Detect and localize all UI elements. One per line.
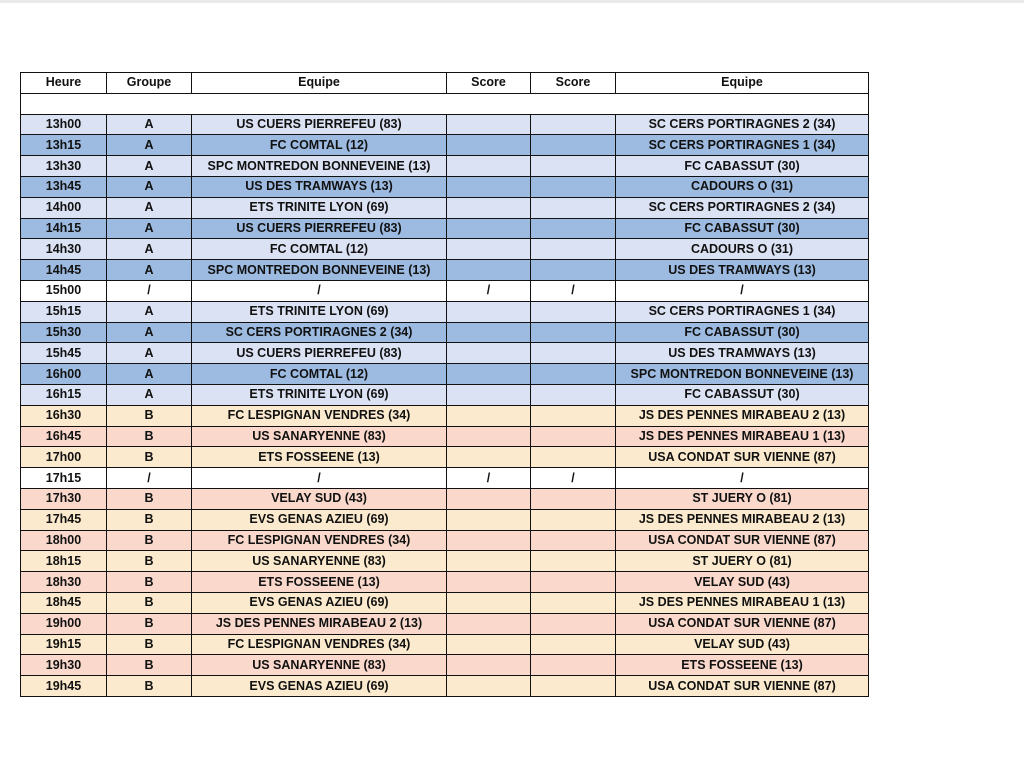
cell-score-away[interactable] (531, 572, 616, 593)
cell-score-away[interactable] (531, 613, 616, 634)
match-row (21, 197, 869, 218)
cell-score-away[interactable] (531, 384, 616, 405)
cell-equipe-away: / (616, 280, 869, 301)
cell-equipe-home: US CUERS PIERREFEU (83) (192, 343, 447, 364)
cell-score-home[interactable] (447, 447, 531, 468)
match-row (21, 530, 869, 551)
top-divider (0, 0, 1024, 3)
cell-score-home[interactable] (447, 176, 531, 197)
match-row (21, 592, 869, 613)
cell-heure: 18h45 (21, 592, 107, 613)
cell-equipe-away: USA CONDAT SUR VIENNE (87) (616, 676, 869, 697)
cell-equipe-away: USA CONDAT SUR VIENNE (87) (616, 613, 869, 634)
cell-score-away[interactable] (531, 176, 616, 197)
cell-equipe-home: FC COMTAL (12) (192, 135, 447, 156)
cell-equipe-away: SPC MONTREDON BONNEVEINE (13) (616, 364, 869, 385)
header-groupe: Groupe (107, 73, 192, 94)
cell-equipe-home: ETS FOSSEENE (13) (192, 572, 447, 593)
cell-equipe-home: US SANARYENNE (83) (192, 551, 447, 572)
cell-equipe-home: VELAY SUD (43) (192, 488, 447, 509)
spacer-cell (21, 93, 869, 114)
cell-groupe: A (107, 239, 192, 260)
cell-heure: 16h45 (21, 426, 107, 447)
cell-score-home[interactable] (447, 613, 531, 634)
cell-heure: 18h30 (21, 572, 107, 593)
cell-heure: 19h15 (21, 634, 107, 655)
cell-equipe-home: FC LESPIGNAN VENDRES (34) (192, 530, 447, 551)
cell-heure: 17h45 (21, 509, 107, 530)
cell-groupe: A (107, 384, 192, 405)
header-heure: Heure (21, 73, 107, 94)
cell-equipe-home: SPC MONTREDON BONNEVEINE (13) (192, 260, 447, 281)
cell-heure: 17h15 (21, 468, 107, 489)
cell-score-away[interactable] (531, 426, 616, 447)
schedule-table (20, 72, 869, 697)
cell-score-away[interactable] (531, 301, 616, 322)
match-row (21, 488, 869, 509)
cell-groupe: B (107, 447, 192, 468)
spacer-row (21, 93, 869, 114)
match-row (21, 239, 869, 260)
cell-heure: 15h30 (21, 322, 107, 343)
match-row (21, 364, 869, 385)
cell-score-home[interactable] (447, 655, 531, 676)
cell-groupe: A (107, 301, 192, 322)
match-row (21, 509, 869, 530)
match-row (21, 301, 869, 322)
cell-score-home[interactable] (447, 572, 531, 593)
cell-equipe-away: / (616, 468, 869, 489)
cell-equipe-away: US DES TRAMWAYS (13) (616, 343, 869, 364)
cell-groupe: A (107, 322, 192, 343)
cell-heure: 15h45 (21, 343, 107, 364)
match-row (21, 156, 869, 177)
cell-equipe-home: SPC MONTREDON BONNEVEINE (13) (192, 156, 447, 177)
cell-heure: 13h00 (21, 114, 107, 135)
cell-score-away[interactable] (531, 592, 616, 613)
cell-score-away[interactable] (531, 260, 616, 281)
cell-score-away[interactable] (531, 364, 616, 385)
cell-score-away[interactable] (531, 156, 616, 177)
cell-groupe: B (107, 509, 192, 530)
cell-heure: 13h15 (21, 135, 107, 156)
cell-equipe-away: JS DES PENNES MIRABEAU 2 (13) (616, 405, 869, 426)
cell-score-home[interactable] (447, 218, 531, 239)
cell-equipe-home: ETS TRINITE LYON (69) (192, 384, 447, 405)
cell-groupe: B (107, 405, 192, 426)
cell-groupe: A (107, 197, 192, 218)
cell-equipe-home: US SANARYENNE (83) (192, 655, 447, 676)
header-score-home: Score (447, 73, 531, 94)
cell-groupe: B (107, 530, 192, 551)
cell-equipe-away: FC CABASSUT (30) (616, 322, 869, 343)
cell-groupe: A (107, 176, 192, 197)
cell-groupe: A (107, 364, 192, 385)
cell-equipe-away: FC CABASSUT (30) (616, 384, 869, 405)
cell-score-home[interactable] (447, 343, 531, 364)
match-row (21, 218, 869, 239)
match-row (21, 176, 869, 197)
cell-equipe-away: FC CABASSUT (30) (616, 218, 869, 239)
match-row (21, 447, 869, 468)
cell-score-away[interactable] (531, 114, 616, 135)
match-row (21, 260, 869, 281)
cell-score-away[interactable] (531, 488, 616, 509)
cell-score-home[interactable] (447, 509, 531, 530)
cell-groupe: B (107, 676, 192, 697)
cell-equipe-away: SC CERS PORTIRAGNES 2 (34) (616, 197, 869, 218)
cell-score-away[interactable] (531, 322, 616, 343)
match-row (21, 572, 869, 593)
cell-equipe-home: ETS TRINITE LYON (69) (192, 301, 447, 322)
cell-groupe: A (107, 218, 192, 239)
cell-equipe-away: SC CERS PORTIRAGNES 1 (34) (616, 301, 869, 322)
cell-equipe-home: SC CERS PORTIRAGNES 2 (34) (192, 322, 447, 343)
header-score-away: Score (531, 73, 616, 94)
cell-groupe: A (107, 156, 192, 177)
cell-groupe: B (107, 592, 192, 613)
cell-score-home[interactable] (447, 384, 531, 405)
cell-heure: 18h00 (21, 530, 107, 551)
cell-score-home[interactable] (447, 135, 531, 156)
cell-equipe-home: EVS GENAS AZIEU (69) (192, 676, 447, 697)
cell-equipe-home: / (192, 468, 447, 489)
cell-equipe-home: FC COMTAL (12) (192, 239, 447, 260)
cell-groupe: A (107, 135, 192, 156)
cell-groupe: B (107, 572, 192, 593)
cell-score-home[interactable] (447, 260, 531, 281)
cell-score-away[interactable] (531, 634, 616, 655)
cell-score-away[interactable] (531, 218, 616, 239)
cell-score-home[interactable] (447, 426, 531, 447)
cell-equipe-home: EVS GENAS AZIEU (69) (192, 592, 447, 613)
cell-groupe: / (107, 468, 192, 489)
cell-score-away[interactable]: / (531, 280, 616, 301)
match-row (21, 405, 869, 426)
cell-score-home[interactable] (447, 634, 531, 655)
cell-equipe-away: USA CONDAT SUR VIENNE (87) (616, 447, 869, 468)
cell-score-away[interactable] (531, 135, 616, 156)
cell-groupe: B (107, 634, 192, 655)
cell-equipe-home: US CUERS PIERREFEU (83) (192, 114, 447, 135)
match-row (21, 551, 869, 572)
cell-heure: 14h30 (21, 239, 107, 260)
cell-score-home[interactable] (447, 364, 531, 385)
cell-equipe-away: US DES TRAMWAYS (13) (616, 260, 869, 281)
cell-score-home[interactable] (447, 301, 531, 322)
cell-score-away[interactable] (531, 530, 616, 551)
cell-equipe-away: SC CERS PORTIRAGNES 1 (34) (616, 135, 869, 156)
cell-groupe: B (107, 551, 192, 572)
cell-equipe-away: VELAY SUD (43) (616, 572, 869, 593)
match-row (21, 343, 869, 364)
cell-heure: 17h00 (21, 447, 107, 468)
cell-score-home[interactable] (447, 676, 531, 697)
cell-equipe-home: FC LESPIGNAN VENDRES (34) (192, 405, 447, 426)
match-row (21, 114, 869, 135)
header-row (21, 73, 869, 94)
match-row (21, 613, 869, 634)
schedule-body (21, 93, 869, 696)
cell-equipe-away: VELAY SUD (43) (616, 634, 869, 655)
cell-groupe: B (107, 613, 192, 634)
match-row (21, 655, 869, 676)
cell-score-away[interactable]: / (531, 468, 616, 489)
cell-equipe-home: US DES TRAMWAYS (13) (192, 176, 447, 197)
cell-equipe-home: US SANARYENNE (83) (192, 426, 447, 447)
cell-equipe-away: JS DES PENNES MIRABEAU 1 (13) (616, 426, 869, 447)
cell-equipe-home: EVS GENAS AZIEU (69) (192, 509, 447, 530)
cell-equipe-away: ETS FOSSEENE (13) (616, 655, 869, 676)
cell-score-home[interactable]: / (447, 468, 531, 489)
pause-row (21, 280, 869, 301)
cell-heure: 19h30 (21, 655, 107, 676)
cell-score-home[interactable] (447, 551, 531, 572)
match-row (21, 634, 869, 655)
header-equipe-home: Equipe (192, 73, 447, 94)
header-equipe-away: Equipe (616, 73, 869, 94)
match-row (21, 426, 869, 447)
cell-equipe-home: FC COMTAL (12) (192, 364, 447, 385)
cell-score-home[interactable]: / (447, 280, 531, 301)
cell-equipe-away: SC CERS PORTIRAGNES 2 (34) (616, 114, 869, 135)
cell-equipe-away: USA CONDAT SUR VIENNE (87) (616, 530, 869, 551)
cell-equipe-home: ETS TRINITE LYON (69) (192, 197, 447, 218)
cell-score-away[interactable] (531, 509, 616, 530)
cell-score-home[interactable] (447, 405, 531, 426)
cell-score-away[interactable] (531, 343, 616, 364)
cell-equipe-home: FC LESPIGNAN VENDRES (34) (192, 634, 447, 655)
cell-heure: 14h00 (21, 197, 107, 218)
cell-heure: 16h00 (21, 364, 107, 385)
cell-score-home[interactable] (447, 592, 531, 613)
cell-heure: 13h30 (21, 156, 107, 177)
cell-groupe: A (107, 114, 192, 135)
cell-heure: 14h15 (21, 218, 107, 239)
cell-score-home[interactable] (447, 488, 531, 509)
cell-equipe-away: FC CABASSUT (30) (616, 156, 869, 177)
cell-groupe: A (107, 260, 192, 281)
cell-equipe-away: CADOURS O (31) (616, 176, 869, 197)
cell-score-away[interactable] (531, 239, 616, 260)
cell-heure: 19h45 (21, 676, 107, 697)
cell-score-home[interactable] (447, 530, 531, 551)
cell-heure: 15h15 (21, 301, 107, 322)
cell-score-away[interactable] (531, 447, 616, 468)
match-row (21, 384, 869, 405)
cell-score-away[interactable] (531, 551, 616, 572)
cell-score-away[interactable] (531, 655, 616, 676)
match-row (21, 135, 869, 156)
cell-heure: 17h30 (21, 488, 107, 509)
cell-score-home[interactable] (447, 156, 531, 177)
cell-heure: 15h00 (21, 280, 107, 301)
pause-row (21, 468, 869, 489)
cell-groupe: B (107, 426, 192, 447)
cell-groupe: B (107, 655, 192, 676)
cell-heure: 18h15 (21, 551, 107, 572)
cell-equipe-away: JS DES PENNES MIRABEAU 2 (13) (616, 509, 869, 530)
cell-groupe: A (107, 343, 192, 364)
cell-equipe-home: ETS FOSSEENE (13) (192, 447, 447, 468)
cell-equipe-home: JS DES PENNES MIRABEAU 2 (13) (192, 613, 447, 634)
cell-heure: 16h15 (21, 384, 107, 405)
cell-equipe-home: US CUERS PIERREFEU (83) (192, 218, 447, 239)
cell-equipe-away: ST JUERY O (81) (616, 488, 869, 509)
cell-heure: 16h30 (21, 405, 107, 426)
cell-equipe-away: ST JUERY O (81) (616, 551, 869, 572)
cell-score-home[interactable] (447, 114, 531, 135)
cell-score-home[interactable] (447, 197, 531, 218)
cell-heure: 19h00 (21, 613, 107, 634)
cell-score-away[interactable] (531, 197, 616, 218)
cell-score-home[interactable] (447, 239, 531, 260)
cell-groupe: B (107, 488, 192, 509)
cell-equipe-away: JS DES PENNES MIRABEAU 1 (13) (616, 592, 869, 613)
cell-score-away[interactable] (531, 676, 616, 697)
match-row (21, 322, 869, 343)
cell-heure: 14h45 (21, 260, 107, 281)
cell-groupe: / (107, 280, 192, 301)
cell-equipe-home: / (192, 280, 447, 301)
cell-heure: 13h45 (21, 176, 107, 197)
cell-score-home[interactable] (447, 322, 531, 343)
match-row (21, 676, 869, 697)
cell-score-away[interactable] (531, 405, 616, 426)
cell-equipe-away: CADOURS O (31) (616, 239, 869, 260)
